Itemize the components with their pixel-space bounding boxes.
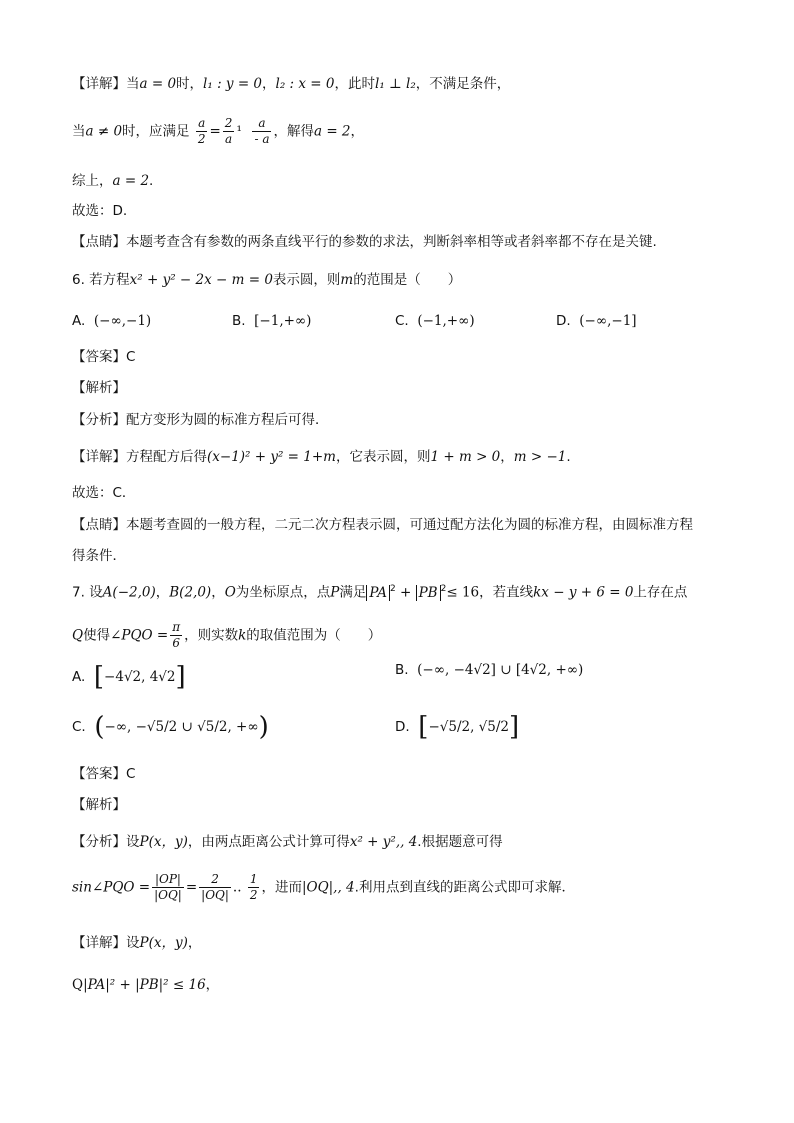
math: a = 2 xyxy=(313,123,351,140)
math: l₁ ⊥ l₂ xyxy=(375,76,416,92)
q7-option-a: A. [−4√2, 4√2] xyxy=(72,662,186,692)
q7-option-d: D. [−√5/2, √5/2] xyxy=(395,712,520,742)
q6-detail: 【详解】方程配方后得(x−1)² + y² = 1+m，它表示圆，则1 + m > 0，m > −1. xyxy=(72,449,571,465)
math: a ≠ 0 xyxy=(85,123,123,140)
summary-line xyxy=(72,173,153,189)
q6-comment-2: 得条件． xyxy=(72,548,126,564)
detail-line-1 xyxy=(72,76,510,92)
math: a = 2 xyxy=(112,173,150,189)
q7-option-c: C. (−∞, −√5/2 ∪ √5/2, +∞) xyxy=(72,712,269,742)
text: 时， xyxy=(176,76,204,92)
fraction: $\frac{2}{a}$ xyxy=(224,116,233,146)
math: m xyxy=(340,272,354,288)
q7-detail: 【详解】设P(x，y)， xyxy=(72,935,202,951)
comment-line xyxy=(72,234,657,250)
detail-line-2 xyxy=(72,116,364,147)
q6-jiexi: 【解析】 xyxy=(72,380,126,396)
q6-option-c: C. (−1,+∞) xyxy=(395,313,475,329)
comment-tag: 【点睛】 xyxy=(72,234,126,250)
text: 综上， xyxy=(72,173,113,189)
q6-choice: 故选：C． xyxy=(72,485,136,501)
text: ，解得 xyxy=(273,123,314,140)
fraction: $\frac{a}{- a}$ xyxy=(254,116,270,146)
q6-analysis: 【分析】配方变形为圆的标准方程后可得． xyxy=(72,412,329,428)
text: ， xyxy=(262,76,276,92)
text: 当 xyxy=(126,76,140,92)
fraction: $\frac{a}{2}$ xyxy=(197,116,206,146)
q7-answer: 【答案】C xyxy=(72,766,136,782)
text: ， xyxy=(350,123,365,140)
question-7-stem-2: Q使得∠PQO = $\frac{\pi}{6}$ ，则实数k的取值范围为（ ） xyxy=(72,620,382,650)
q6-comment-1: 【点睛】本题考查圆的一般方程，二元二次方程表示圆，可通过配方法化为圆的标准方程，由圆标准方程 xyxy=(72,517,693,533)
equals: = xyxy=(209,123,221,140)
q6-option-b: B. [−1,+∞) xyxy=(232,313,312,329)
q6-answer: 【答案】C xyxy=(72,349,136,365)
q7-detail-condition: Q|PA|² + |PB|² ≤ 16， xyxy=(72,977,220,993)
text: 本题考查含有参数的两条直线平行的参数的求法，判断斜率相等或者斜率都不存在是关键. xyxy=(126,234,657,250)
text: 时，应满足 xyxy=(122,123,190,140)
choice-line: 故选：D. xyxy=(72,203,128,219)
question-7-stem-1: 7. 设A(−2,0)，B(2,0)，O为坐标原点，点P满足 PA $^2$ + PB $^2$≤ 16，若直线kx − y + 6 = 0上存在点 xyxy=(72,584,688,601)
math: x² + y² − 2x − m = 0 xyxy=(129,272,273,288)
fraction-pi-6: $\frac{\pi}{6}$ xyxy=(172,620,181,650)
q7-option-b: B. (−∞, −4√2] ∪ [4√2, +∞) xyxy=(395,662,584,678)
math: a = 0 xyxy=(139,76,177,92)
detail-tag: 【详解】 xyxy=(72,76,126,92)
q6-option-a: A. (−∞,−1) xyxy=(72,313,152,329)
fraction: $\frac{1}{2}$ xyxy=(249,872,258,902)
text: 6. 若方程 xyxy=(72,272,130,288)
text: 的范围是（ ） xyxy=(353,272,462,288)
q7-analysis-2: sin∠PQO = $\frac{|OP|}{|OQ|}$ = $\frac{2}{|OQ|}$ .. $\frac{1}{2}$ ，进而|OQ|,, 4.利用点到直线的距离公式即可求解． xyxy=(72,872,575,902)
text: ，不满足条件， xyxy=(415,76,511,92)
separator: ¹ xyxy=(236,123,242,140)
math: l₂ : x = 0 xyxy=(275,76,335,92)
q6-option-d: D. (−∞,−1] xyxy=(556,313,637,329)
math: l₁ : y = 0 xyxy=(203,76,263,92)
text: ，此时 xyxy=(334,76,375,92)
fraction: $\frac{2}{|OQ|}$ xyxy=(201,872,229,902)
q7-jiexi: 【解析】 xyxy=(72,797,126,813)
q7-analysis-1: 【分析】设P(x，y)，由两点距离公式计算可得x² + y²,, 4.根据题意可得 xyxy=(72,834,503,850)
question-6-stem xyxy=(72,272,461,288)
text: . xyxy=(149,173,154,189)
text: 当 xyxy=(72,123,86,140)
fraction: $\frac{|OP|}{|OQ|}$ xyxy=(154,872,182,902)
text: 表示圆，则 xyxy=(272,272,341,288)
